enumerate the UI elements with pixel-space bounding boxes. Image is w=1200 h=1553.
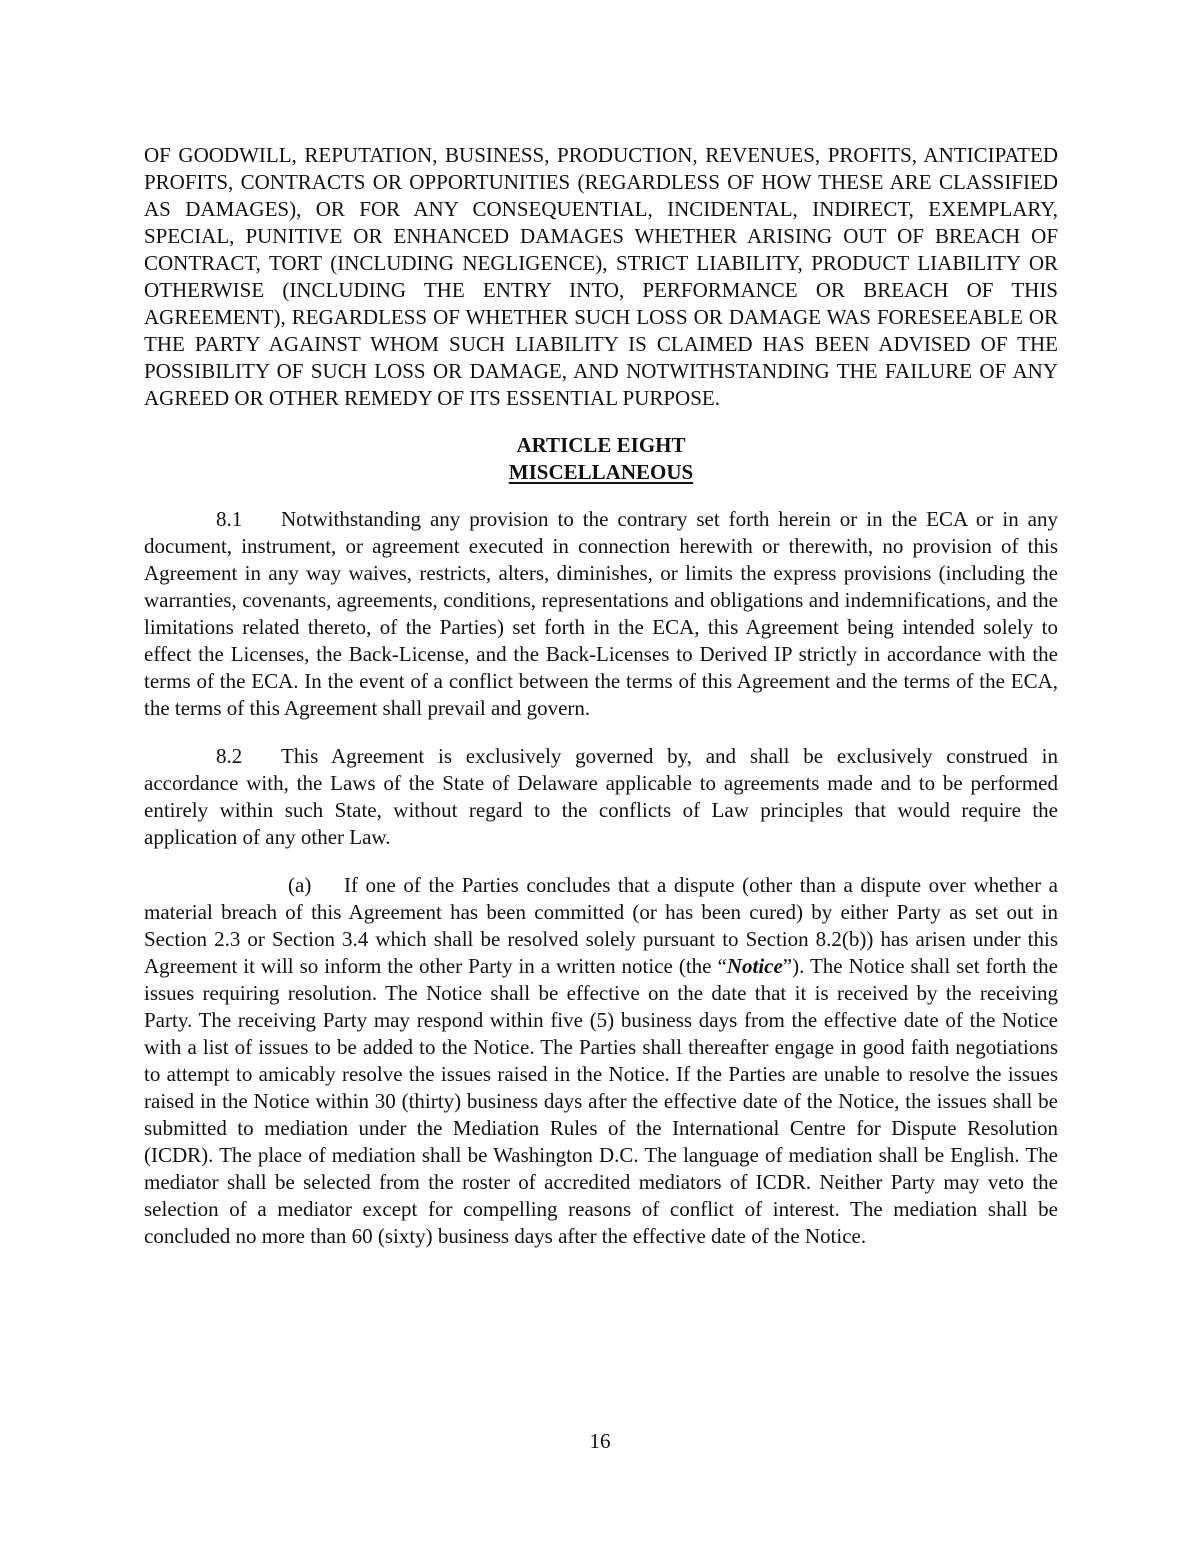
defined-term-notice: Notice (726, 954, 783, 978)
article-heading (144, 432, 1058, 486)
section-text: This Agreement is exclusively governed by, and shall be exclusively construed in accordance with, the Laws of the State of Delaware applicable to agreements made and to be performed entirely within such State, without regard to the conflicts of Law principles that would require the application of any other Law. (144, 744, 1058, 849)
subsection-label: (a) (288, 873, 312, 897)
document-page (144, 142, 1058, 1271)
section-number: 8.2 (216, 744, 243, 768)
subsection-a (144, 872, 1058, 1250)
section-text: Notwithstanding any provision to the contrary set forth herein or in the ECA or in any document, instrument, or agreement executed in connection herewith or therewith, no provision of this Agreement in any way waives, restricts, alters, diminishes, or limits the express provisions (including the warranties, covenants, agreements, conditions, representations and obligations and indemnifications, and the limitations related thereto, of the Parties) set forth in the ECA, this Agreement being intended solely to effect the Licenses, the Back-License, and the Back-Licenses to Derived IP strictly in accordance with the terms of the ECA. In the event of a conflict between the terms of this Agreement and the terms of the ECA, the terms of this Agreement shall prevail and govern. (144, 507, 1058, 720)
section-8-2 (144, 743, 1058, 851)
section-8-1 (144, 506, 1058, 722)
subsection-text-part-2: ”). The Notice shall set forth the issues requiring resolution. The Notice shall be effective on the date that it is received by the receiving Party. The receiving Party may respond within five (5) business days from the effective date of the Notice with a list of issues to be added to the Notice. The Parties shall thereafter engage in good faith negotiations to attempt to amicably resolve the issues raised in the Notice. If the Parties are unable to resolve the issues raised in the Notice within 30 (thirty) business days after the effective date of the Notice, the issues shall be submitted to mediation under the Mediation Rules of the International Centre for Dispute Resolution (ICDR). The place of mediation shall be Washington D.C. The language of mediation shall be English. The mediator shall be selected from the roster of accredited mediators of ICDR. Neither Party may veto the selection of a mediator except for compelling reasons of conflict of interest. The mediation shall be concluded no more than 60 (sixty) business days after the effective date of the Notice. (144, 954, 1058, 1248)
article-title: MISCELLANEOUS (508, 460, 694, 484)
subsection-text-part-1: If one of the Parties concludes that a dispute (other than a dispute over whether a material breach of this Agreement has been committed (or has been cured) by either Party as set out in Section 2.3 or Section 3.4 which shall be resolved solely pursuant to Section 8.2(b)) has arisen under this Agreement it will so inform the other Party in a written notice (the “ (144, 873, 1058, 978)
limitation-of-liability-paragraph: OF GOODWILL, REPUTATION, BUSINESS, PRODUCTION, REVENUES, PROFITS, ANTICIPATED PROFITS, CONTRACTS OR OPPORTUNITIES (REGARDLESS OF HOW THESE ARE CLASSIFIED AS DAMAGES), OR FOR ANY CONSEQUENTIAL, INCIDENTAL, INDIRECT, EXEMPLARY, SPECIAL, PUNITIVE OR ENHANCED DAMAGES WHETHER ARISING OUT OF BREACH OF CONTRACT, TORT (INCLUDING NEGLIGENCE), STRICT LIABILITY, PRODUCT LIABILITY OR OTHERWISE (INCLUDING THE ENTRY INTO, PERFORMANCE OR BREACH OF THIS AGREEMENT), REGARDLESS OF WHETHER SUCH LOSS OR DAMAGE WAS FORESEEABLE OR THE PARTY AGAINST WHOM SUCH LIABILITY IS CLAIMED HAS BEEN ADVISED OF THE POSSIBILITY OF SUCH LOSS OR DAMAGE, AND NOTWITHSTANDING THE FAILURE OF ANY AGREED OR OTHER REMEDY OF ITS ESSENTIAL PURPOSE. (144, 143, 1058, 410)
page-number: 16 (589, 1429, 611, 1453)
article-number: ARTICLE EIGHT (516, 433, 686, 457)
section-number: 8.1 (216, 507, 243, 531)
